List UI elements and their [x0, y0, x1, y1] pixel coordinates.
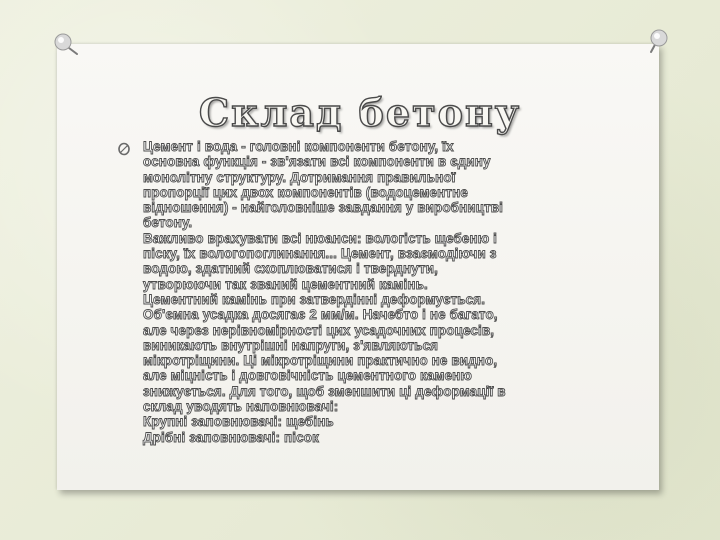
body-line: але через нерівномірності цих усадочних процесів, — [143, 322, 495, 338]
pushpin-icon — [643, 26, 673, 56]
body-line: водою, здатний схоплюватися і тверднути, — [143, 261, 438, 277]
body-line: Крупні заповнювачі: щебінь — [143, 414, 334, 430]
slide-title: Склад бетону — [198, 90, 522, 135]
body-line: знижується. Для того, щоб зменшити ці деформації в — [143, 383, 506, 399]
body-line: основна функція - зв'язати всі компоненти в єдину — [143, 154, 491, 170]
body-line: виникають внутрішні напруги, з'являються — [143, 337, 439, 353]
body-line: склад уводять наповнювачі: — [143, 399, 339, 415]
body-line: монолітну структуру. Дотримання правильної — [143, 169, 456, 185]
slide-body-text — [143, 139, 659, 445]
body-line: бетону. — [143, 215, 193, 231]
body-line: але міцність і довговічність цементного каменю — [143, 368, 472, 384]
pushpin-icon — [51, 30, 81, 60]
body-line: Об'ємна усадка досягає 2 мм/м. Начебто і не багато, — [143, 307, 498, 323]
body-line: Дрібні заповнювачі: пісок — [143, 429, 319, 445]
body-line: відношення) - найголовніше завдання у виробництві — [143, 200, 504, 216]
body-line: Цементний камінь при затвердінні деформується. — [143, 291, 486, 307]
body-line: Цемент і вода - головні компоненти бетону, їх — [143, 139, 454, 154]
body-line: піску, їх вологопоглинання... Цемент, взаємодіючи з — [143, 246, 497, 262]
body-line: пропорції цих двох компонентів (водоцементне — [143, 184, 468, 200]
body-line: утворюючи так званий цементний камінь. — [143, 276, 428, 292]
body-line: Важливо врахувати всі нюанси: вологість щебеню і — [143, 230, 498, 246]
body-line: мікротріщини. Ці мікротріщини практично не видно, — [143, 353, 498, 369]
circle-o-bullet-icon — [117, 142, 131, 156]
